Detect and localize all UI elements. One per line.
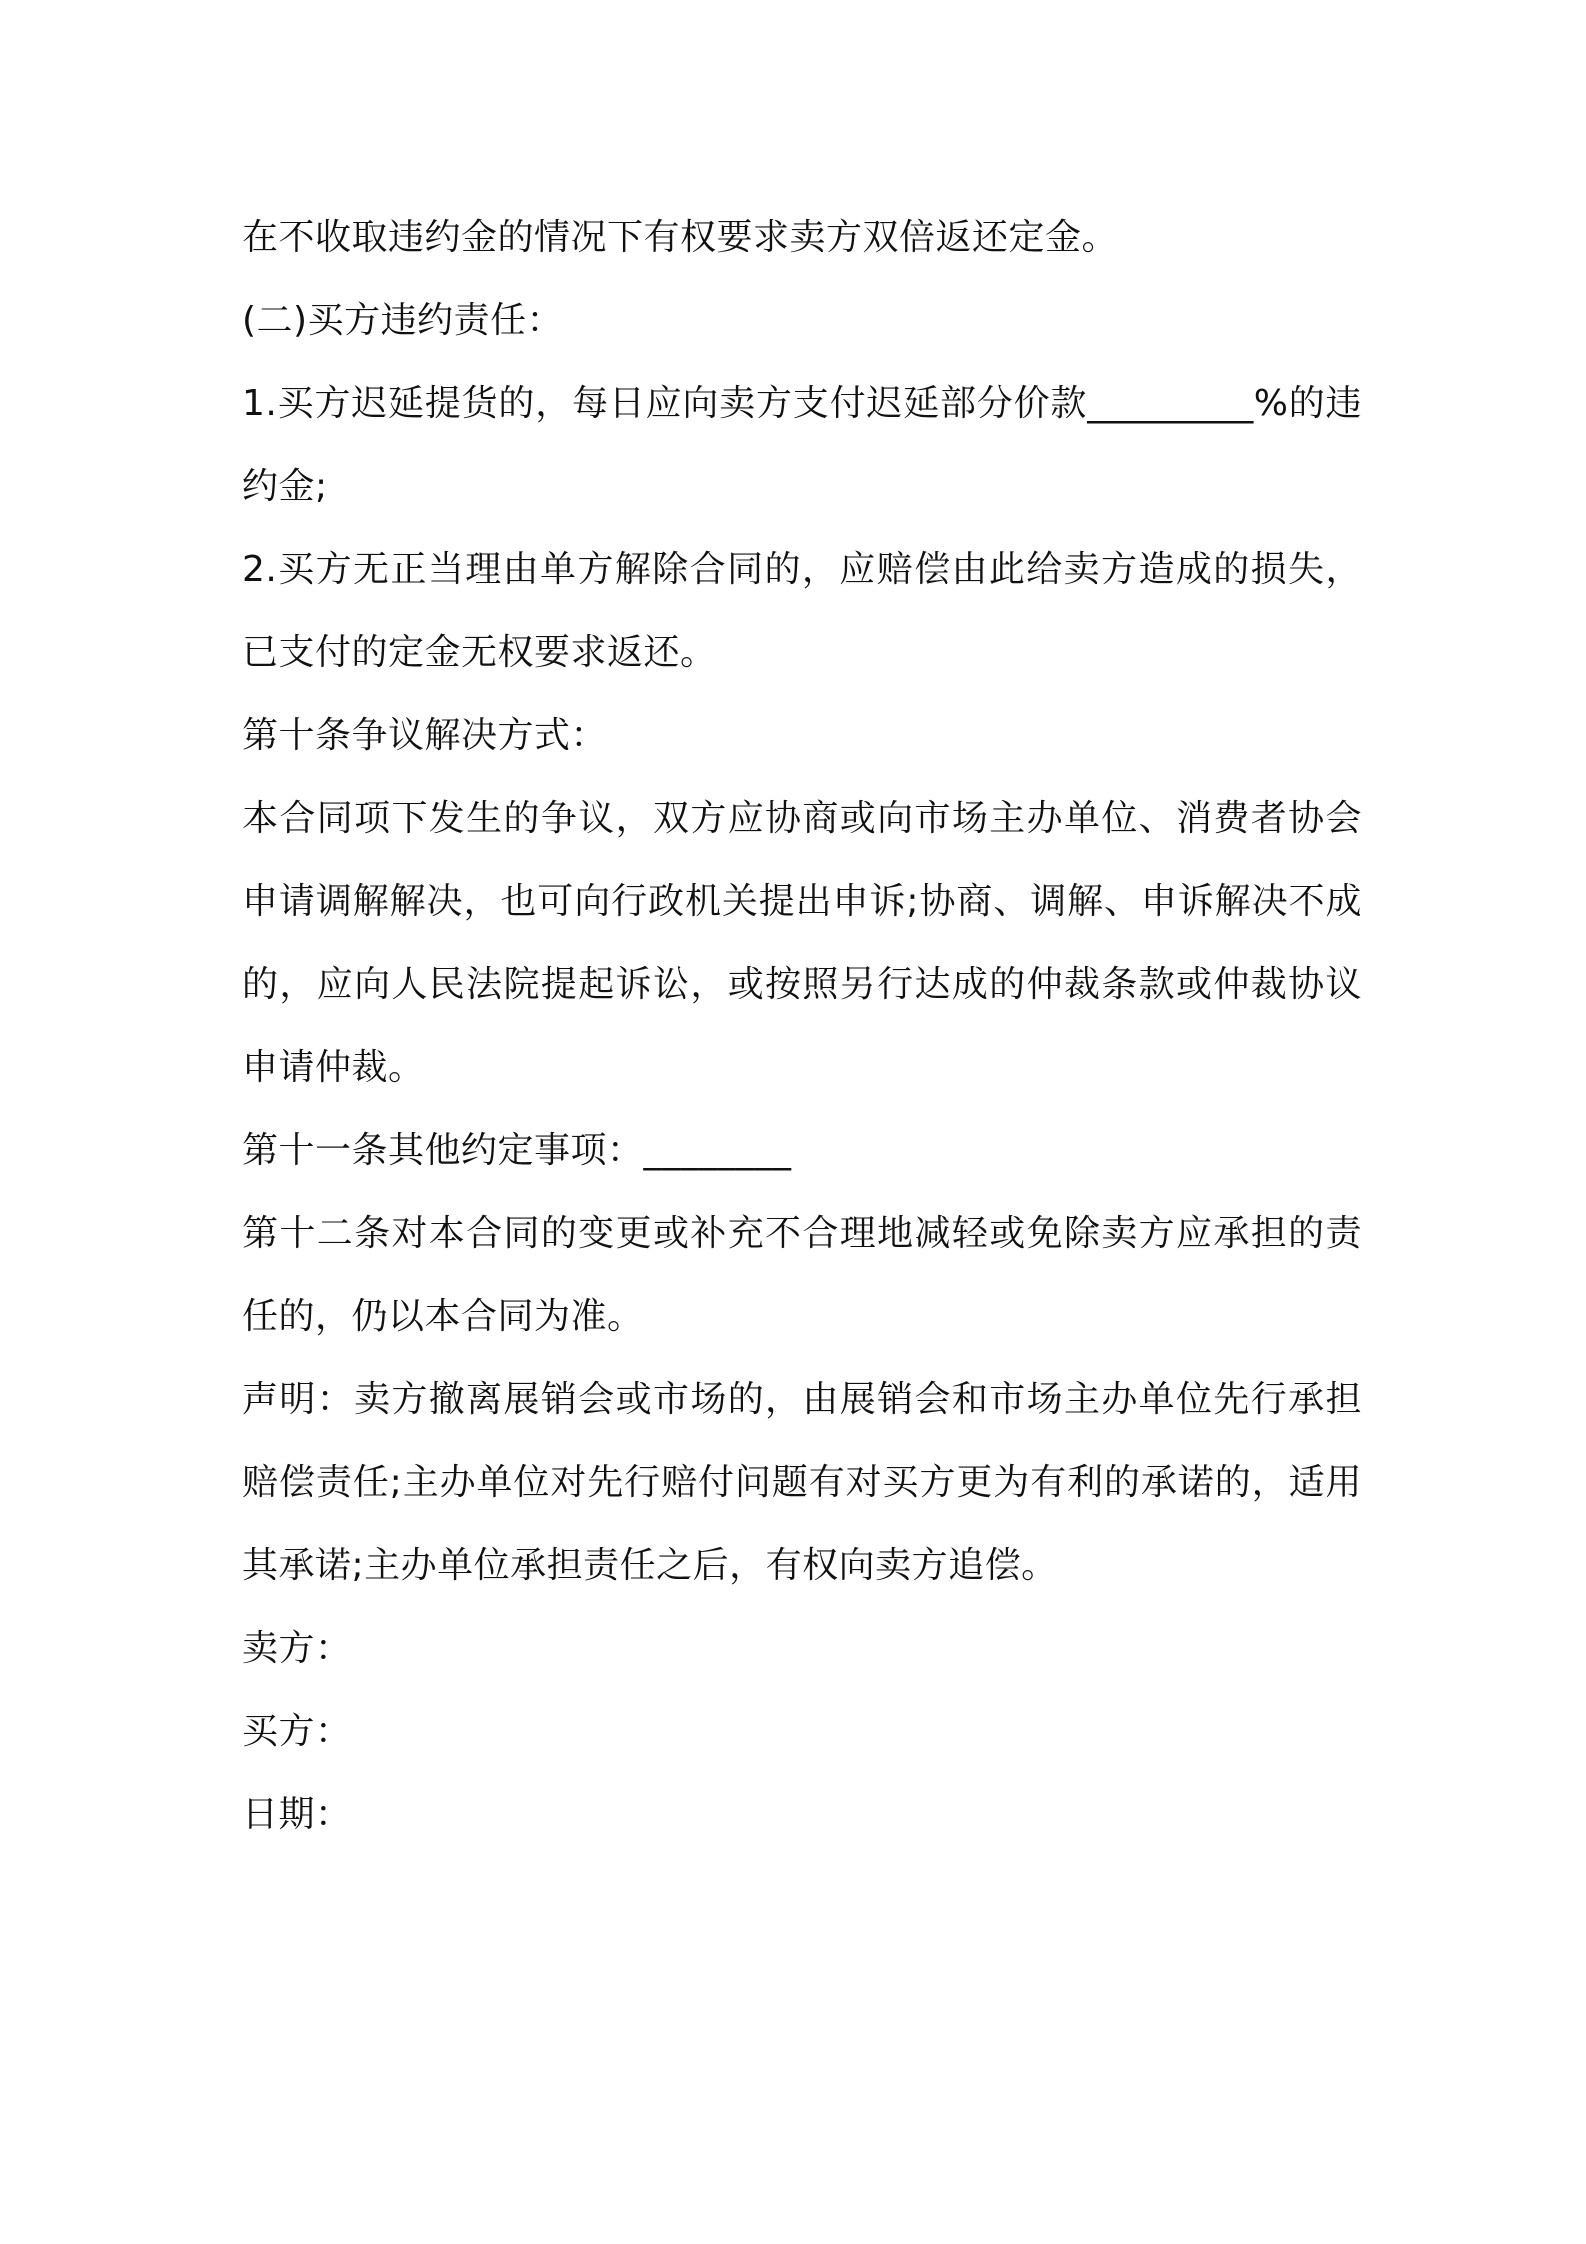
document-body xyxy=(242,196,1362,1856)
clause-unilateral-termination: 2.买方无正当理由单方解除合同的，应赔偿由此给卖方造成的损失，已支付的定金无权要求返还。 xyxy=(242,549,1362,673)
paragraph-statement: 声明：卖方撤离展销会或市场的，由展销会和市场主办单位先行承担赔偿责任;主办单位对先行赔付问题有对买方更为有利的承诺的，适用其承诺;主办单位承担责任之后，有权向卖方追偿。 xyxy=(242,1379,1362,1586)
signature-seller: 卖方： xyxy=(242,1628,352,1669)
heading-article-11: 第十一条其他约定事项：________ xyxy=(242,1130,792,1171)
signature-date: 日期： xyxy=(242,1794,352,1835)
clause-late-pickup: 1.买方迟延提货的，每日应向卖方支付迟延部分价款_________%的违约金; xyxy=(242,383,1362,507)
heading-buyer-liability: (二)买方违约责任： xyxy=(242,300,564,341)
paragraph-article-12: 第十二条对本合同的变更或补充不合理地减轻或免除卖方应承担的责任的，仍以本合同为准。 xyxy=(242,1213,1362,1337)
paragraph-dispute-resolution: 本合同项下发生的争议，双方应协商或向市场主办单位、消费者协会申请调解解决，也可向行政机关提出申诉;协商、调解、申诉解决不成的，应向人民法院提起诉讼，或按照另行达成的仲裁条款或仲裁协议申请仲裁。 xyxy=(242,798,1362,1088)
heading-article-10: 第十条争议解决方式： xyxy=(242,715,608,756)
signature-buyer: 买方： xyxy=(242,1711,352,1752)
paragraph-deposit-refund: 在不收取违约金的情况下有权要求卖方双倍返还定金。 xyxy=(242,217,1119,258)
